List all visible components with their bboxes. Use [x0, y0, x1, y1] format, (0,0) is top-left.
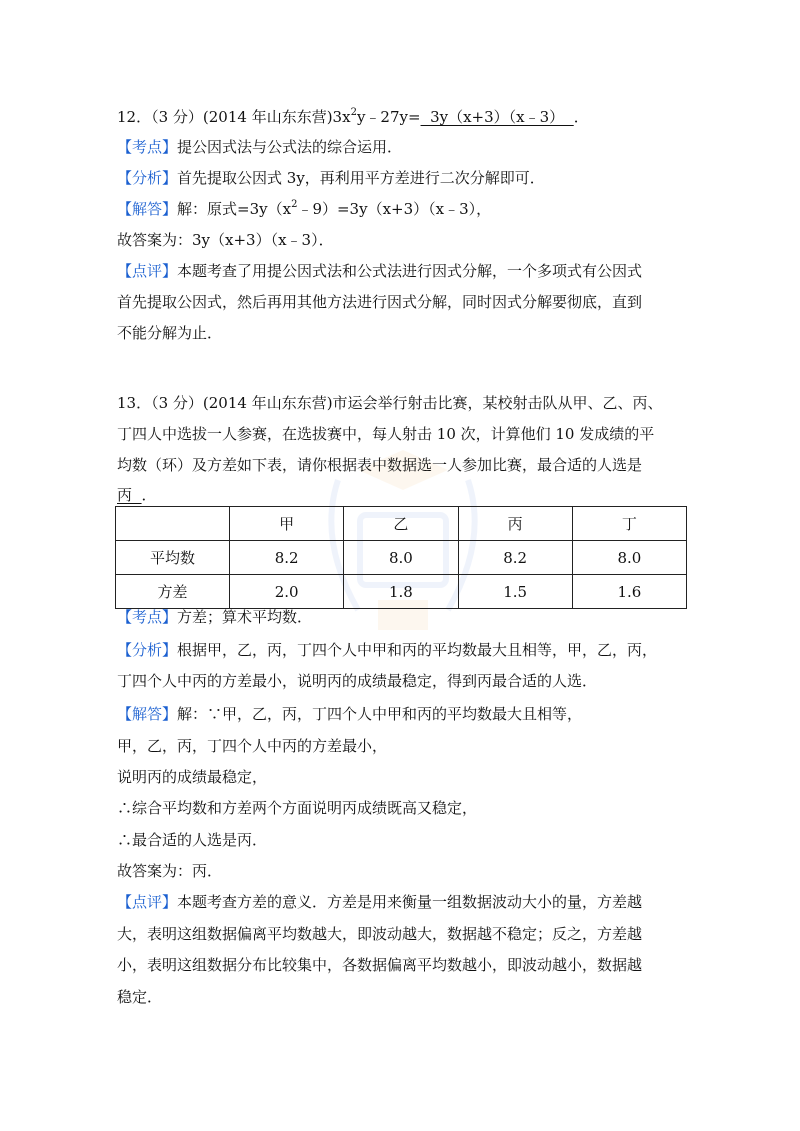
table-cell: 方差: [116, 575, 230, 609]
table-cell: 甲: [230, 507, 344, 541]
q12-dianping: 【点评】本题考查了用提公因式法和公式法进行因式分解，一个多项式有公因式: [117, 262, 643, 280]
q13-stem-line: 均数（环）及方差如下表，请你根据表中数据选一人参加比赛，最合适的人选是: [117, 456, 643, 474]
q13-jieda-line: ∴综合平均数和方差两个方面说明丙成绩既高又稳定，: [117, 799, 478, 817]
q12-answer-blank: 3y（x+3）（x﹣3）: [420, 108, 574, 126]
table-cell: 平均数: [116, 541, 230, 575]
q12-dianping-line: 不能分解为止．: [117, 324, 223, 342]
table-cell: [116, 507, 230, 541]
table-cell: 8.0: [572, 541, 686, 575]
q13-jieda: 【解答】解：∵甲，乙，丙，丁四个人中甲和丙的平均数最大且相等，: [117, 705, 583, 723]
q13-answer-blank: 丙: [117, 486, 142, 504]
jieda-tag: 【解答】: [117, 705, 178, 723]
table-cell: 2.0: [230, 575, 344, 609]
jieda-tag: 【解答】: [117, 200, 178, 218]
q13-dianping-line: 小，表明这组数据分布比较集中，各数据偏离平均数越小，即波动越小，数据越: [117, 956, 643, 974]
q13-stem-line: 丁四人中选拔一人参赛，在选拔赛中，每人射击 10 次，计算他们 10 发成绩的平: [117, 425, 655, 443]
q13-jieda-line: 说明丙的成绩最稳定，: [117, 768, 268, 786]
table-cell: 丙: [458, 507, 572, 541]
table-cell: 1.5: [458, 575, 572, 609]
q12-fenxi: 【分析】首先提取公因式 3y，再利用平方差进行二次分解即可．: [117, 169, 545, 187]
table-row: [116, 541, 687, 575]
table-cell: 1.6: [572, 575, 686, 609]
q13-answer-line: 丙 ．: [117, 486, 157, 504]
q12-jieda: 【解答】解：原式$=3y(x^2﹣9)=3y(x+3)(x﹣3)$，: [117, 199, 492, 218]
q13-dianping-line: 大，表明这组数据偏离平均数越大，即波动越大，数据越不稳定；反之，方差越: [117, 925, 643, 943]
table-cell: 丁: [572, 507, 686, 541]
table-cell: 8.0: [344, 541, 458, 575]
kaodian-tag: 【考点】: [117, 138, 178, 156]
table-cell: 乙: [344, 507, 458, 541]
q13-fenxi-line: 丁四个人中丙的方差最小，说明丙的成绩最稳定，得到丙最合适的人选．: [117, 672, 598, 690]
table-cell: 8.2: [230, 541, 344, 575]
q13-jieda-line: 甲，乙，丙，丁四个人中丙的方差最小，: [117, 737, 388, 755]
q12-kaodian: 【考点】提公因式法与公式法的综合运用．: [117, 138, 403, 156]
q12-answer-line: 故答案为：3y（x+3）（x﹣3）．: [117, 231, 334, 249]
dianping-tag: 【点评】: [117, 893, 178, 911]
q13-fenxi: 【分析】根据甲，乙，丙，丁四个人中甲和丙的平均数最大且相等，甲，乙，丙，: [117, 641, 658, 659]
fenxi-tag: 【分析】: [117, 169, 178, 187]
fenxi-tag: 【分析】: [117, 641, 178, 659]
q13-jieda-line: 故答案为：丙．: [117, 862, 223, 880]
dianping-tag: 【点评】: [117, 262, 178, 280]
q13-kaodian: 【考点】方差；算术平均数．: [117, 608, 313, 626]
table-header-row: [116, 507, 687, 541]
q13-jieda-line: ∴最合适的人选是丙．: [117, 831, 268, 849]
table-row: [116, 575, 687, 609]
score-table: [115, 506, 687, 609]
table-cell: 1.8: [344, 575, 458, 609]
q12-stem: 12．（3 分）(2014 年山东东营)$3x^2y﹣27y=$ 3y（x+3）（x﹣3） ．: [117, 107, 589, 126]
kaodian-tag: 【考点】: [117, 608, 178, 626]
q13-stem-line: 13．（3 分）(2014 年山东东营)市运会举行射击比赛，某校射击队从甲、乙、丙、: [117, 394, 663, 412]
q13-dianping-line: 稳定．: [117, 988, 163, 1006]
q13-dianping: 【点评】本题考查方差的意义．方差是用来衡量一组数据波动大小的量，方差越: [117, 893, 643, 911]
table-cell: 8.2: [458, 541, 572, 575]
q12-dianping-line: 首先提取公因式，然后再用其他方法进行因式分解，同时因式分解要彻底，直到: [117, 293, 643, 311]
